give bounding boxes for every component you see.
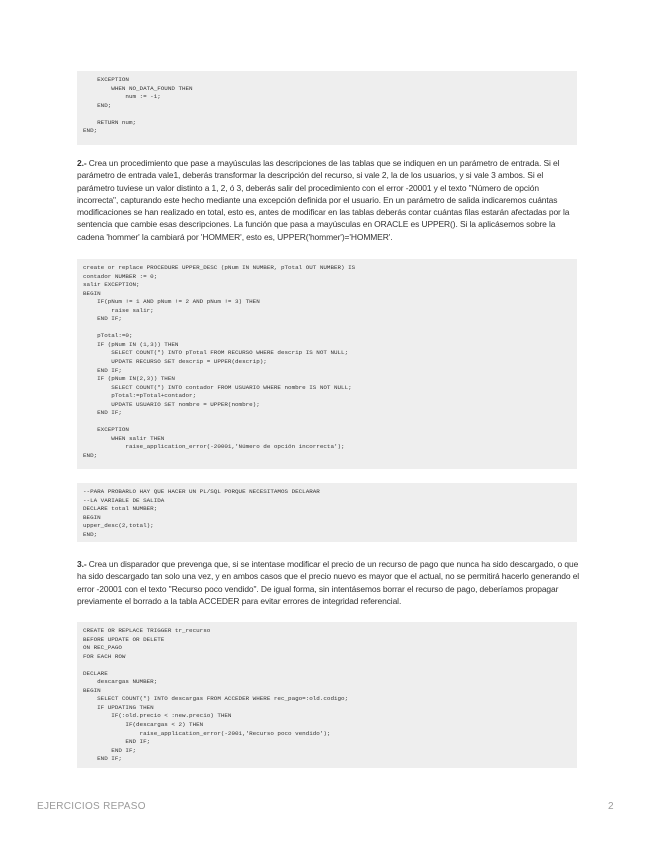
exercise-3-paragraph <box>77 558 581 607</box>
code-block-4 <box>77 622 577 768</box>
exercise-2-text: Crea un procedimiento que pase a mayúsculas las descripciones de las tablas que se indiquen en un parámetro de entrada. Si el parámetro de entrada vale1, deberás transformar la descripción del recurso, si vale 2, la de los usuarios, y si vale 3 ambos. Si el parámetro tuviese un valor distinto a 1, 2, ó 3, deberás salir del procedimiento con el error -20001 y el texto "Número de opción incorrecta", capturando este hecho mediante una excepción definida por el usuario. En un parámetro de salida indicaremos cuántas modificaciones se han realizado en total, esto es, antes de modificar en las tablas deberás contar cuántas filas estarán afectadas por la sentencia que cambie esas descripciones. La función que pasa a mayúsculas en ORACLE es UPPER(). Si la aplicásemos sobre la cadena 'hommer' la cambiará por 'HOMMER', esto es, UPPER('hommer')='HOMMER'. <box>77 158 570 242</box>
code-block-1 <box>77 71 577 145</box>
footer-title: EJERCICIOS REPASO <box>37 801 146 812</box>
exercise-2-number: 2.- <box>77 158 87 168</box>
exercise-3-text: Crea un disparador que prevenga que, si se intentase modificar el precio de un recurso de pago que nunca ha sido descargado, o que ha sido descargado tan solo una vez, y en ambos casos que el precio nuevo es mayor que el actual, no se permitirá hacerlo generando el error -20001 con el texto "Recurso poco vendido". De igual forma, sin intentásemos borrar el recurso de pago, deberíamos propagar previamente el borrado a la tabla ACCEDER para evitar errores de integridad referencial. <box>77 559 580 606</box>
code-block-2-text: create or replace PROCEDURE UPPER_DESC (pNum IN NUMBER, pTotal OUT NUMBER) IS contador NUMBER := 0; salir EXCEPTION; BEGIN IF(pNum != 1 AND pNum != 2 AND pNum != 3) THEN raise salir; END IF; pTotal:=0; IF (pNum IN (1,3)) THEN SELECT COUNT(*) INTO pTotal FROM RECURSO WHERE descrip IS NOT NULL; UPDATE RECURSO SET descrip = UPPER(descrip); END IF; IF (pNum IN(2,3)) THEN SELECT COUNT(*) INTO contador FROM USUARIO WHERE nombre IS NOT NULL; pTotal:=pTotal+contador; UPDATE USUARIO SET nombre = UPPER(nombre); END IF; EXCEPTION WHEN salir THEN raise_application_error(-20001,'Número de opción incorrecta'); END; <box>83 264 356 460</box>
code-block-4-text: CREATE OR REPLACE TRIGGER tr_recurso BEFORE UPDATE OR DELETE ON REC_PAGO FOR EACH ROW DECLARE descargas NUMBER; BEGIN SELECT COUNT(*) INTO descargas FROM ACCEDER WHERE rec_pago=:old.codigo; IF UPDATING THEN IF(:old.precio < :new.precio) THEN IF(descargas < 2) THEN raise_application_error(-2001,'Recurso poco vendido'); END IF; END IF; END IF; <box>83 627 349 763</box>
page-number: 2 <box>608 801 614 812</box>
code-block-2 <box>77 259 577 469</box>
code-block-3-text: --PARA PROBARLO HAY QUE HACER UN PL/SQL PORQUE NECESITAMOS DECLARAR --LA VARIABLE DE SALIDA DECLARE total NUMBER; BEGIN upper_desc(2,total); END; <box>83 488 320 538</box>
exercise-2-paragraph <box>77 157 581 243</box>
exercise-3-number: 3.- <box>77 559 87 569</box>
code-block-1-text: EXCEPTION WHEN NO_DATA_FOUND THEN num := -1; END; RETURN num; END; <box>83 76 193 135</box>
code-block-3 <box>77 483 577 542</box>
